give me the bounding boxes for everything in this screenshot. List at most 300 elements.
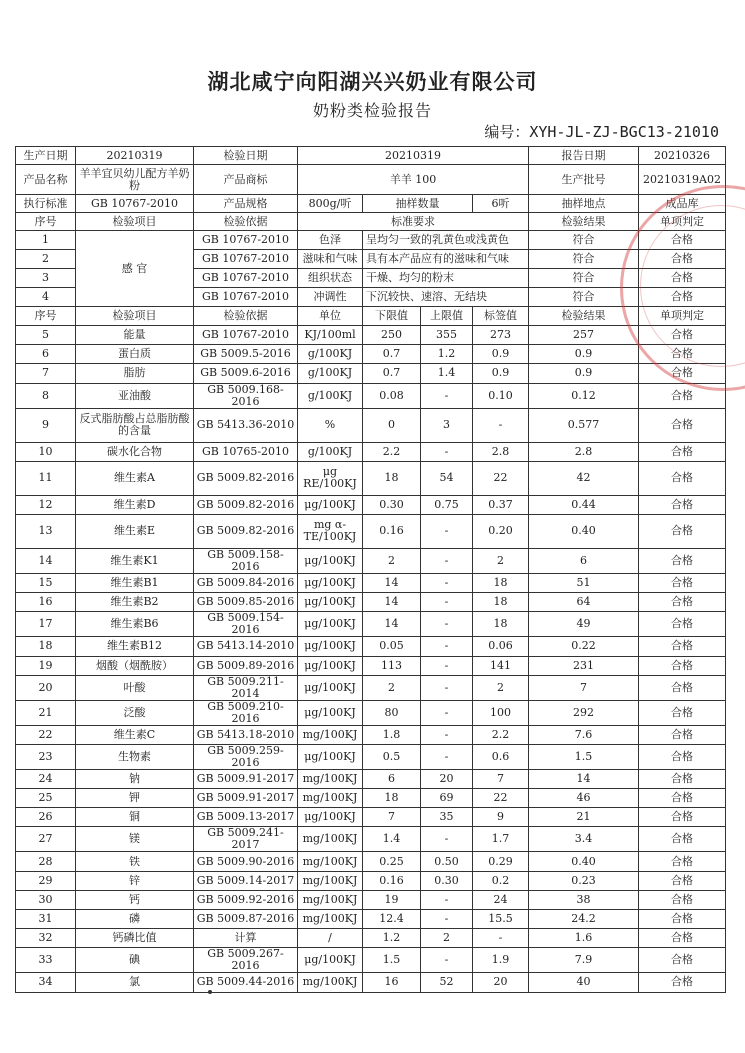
cell-judge: 合格	[639, 789, 726, 808]
cell-item: 脂肪	[76, 364, 194, 383]
cell-unit: μg/100KJ	[298, 573, 363, 592]
cell-no: 12	[16, 495, 76, 514]
cell-basis: GB 5413.36-2010	[194, 408, 298, 442]
cell-no: 19	[16, 656, 76, 675]
cell-basis: GB 5009.211-2014	[194, 675, 298, 700]
cell-unit: μg/100KJ	[298, 744, 363, 769]
cell-item: 维生素B1	[76, 573, 194, 592]
cell-judge: 合格	[639, 383, 726, 408]
cell-unit: KJ/100ml	[298, 326, 363, 345]
cell-result: 0.9	[529, 364, 639, 383]
cell-result: 2.8	[529, 442, 639, 461]
report-title: 奶粉类检验报告	[312, 101, 432, 120]
cell-no: 13	[16, 514, 76, 548]
cell-lower: 16	[363, 973, 421, 992]
cell-judge: 合格	[639, 548, 726, 573]
cell-no: 15	[16, 573, 76, 592]
sensory-judgment: 合格	[639, 269, 726, 288]
standard-label: 执行标准	[16, 195, 76, 213]
cell-lower: 1.8	[363, 725, 421, 744]
cell-label: 24	[473, 890, 529, 909]
cell-unit: μg/100KJ	[298, 700, 363, 725]
cell-no: 33	[16, 948, 76, 973]
cell-label: 22	[473, 461, 529, 495]
cell-judge: 合格	[639, 769, 726, 788]
cell-result: 0.22	[529, 637, 639, 656]
cell-basis: GB 5009.44-2016	[194, 973, 298, 992]
cell-no: 27	[16, 827, 76, 852]
sensory-requirement: 具有本产品应有的滋味和气味	[363, 250, 529, 269]
cell-item: 维生素C	[76, 725, 194, 744]
sensory-row	[16, 231, 726, 250]
cell-basis: GB 5009.6-2016	[194, 364, 298, 383]
cell-upper: -	[421, 637, 473, 656]
cell-no: 21	[16, 700, 76, 725]
cell-result: 0.44	[529, 495, 639, 514]
cell-label: 7	[473, 769, 529, 788]
cell-result: 1.5	[529, 744, 639, 769]
cell-item: 维生素D	[76, 495, 194, 514]
cell-result: 51	[529, 573, 639, 592]
col-judgment: 单项判定	[639, 213, 726, 231]
cell-item: 锌	[76, 871, 194, 890]
cell-lower: 0.25	[363, 852, 421, 871]
cell-no: 5	[16, 326, 76, 345]
sensory-group: 感 官	[76, 231, 194, 307]
cell-judge: 合格	[639, 700, 726, 725]
cell-basis: GB 5009.84-2016	[194, 573, 298, 592]
cell-result: 1.6	[529, 929, 639, 948]
cell-upper: 0.30	[421, 871, 473, 890]
sensory-result: 符合	[529, 231, 639, 250]
cell-unit: μg/100KJ	[298, 948, 363, 973]
cell-result: 40	[529, 973, 639, 992]
cell-result: 7.9	[529, 948, 639, 973]
cell-item: 叶酸	[76, 675, 194, 700]
cell-label: 0.29	[473, 852, 529, 871]
col-no: 序号	[16, 307, 76, 326]
cell-item: 维生素B2	[76, 593, 194, 612]
report-date-value: 20210326	[639, 147, 726, 165]
cell-no: 25	[16, 789, 76, 808]
cell-judge: 合格	[639, 656, 726, 675]
standard-value: GB 10767-2010	[76, 195, 194, 213]
prod-date-value: 20210319	[76, 147, 194, 165]
cell-judge: 合格	[639, 442, 726, 461]
sensory-judgment: 合格	[639, 250, 726, 269]
sensory-basis: GB 10767-2010	[194, 269, 298, 288]
cell-label: 1.9	[473, 948, 529, 973]
cell-upper: 20	[421, 769, 473, 788]
cell-result: 0.23	[529, 871, 639, 890]
cell-no: 23	[16, 744, 76, 769]
cell-unit: μg/100KJ	[298, 612, 363, 637]
cell-upper: 0.75	[421, 495, 473, 514]
cell-label: 0.9	[473, 364, 529, 383]
col-label: 标签值	[473, 307, 529, 326]
cell-lower: 14	[363, 573, 421, 592]
cell-upper: -	[421, 442, 473, 461]
cell-judge: 合格	[639, 326, 726, 345]
info-row	[16, 165, 726, 195]
cell-unit: μg/100KJ	[298, 675, 363, 700]
cell-upper: -	[421, 656, 473, 675]
cell-lower: 2	[363, 548, 421, 573]
cell-basis: GB 5009.13-2017	[194, 808, 298, 827]
cell-judge: 合格	[639, 637, 726, 656]
cell-upper: -	[421, 725, 473, 744]
cell-result: 6	[529, 548, 639, 573]
cell-item: 生物素	[76, 744, 194, 769]
cell-basis: GB 5009.85-2016	[194, 593, 298, 612]
cell-item: 铜	[76, 808, 194, 827]
sensory-result: 符合	[529, 250, 639, 269]
cell-judge: 合格	[639, 461, 726, 495]
result-row	[16, 700, 726, 725]
cell-no: 24	[16, 769, 76, 788]
cell-label: 273	[473, 326, 529, 345]
col-basis: 检验依据	[194, 213, 298, 231]
cell-item: 维生素B6	[76, 612, 194, 637]
cell-no: 28	[16, 852, 76, 871]
result-row	[16, 364, 726, 383]
batch-value: 20210319A02	[639, 165, 726, 195]
cell-basis: GB 5009.154-2016	[194, 612, 298, 637]
cell-label: 0.2	[473, 871, 529, 890]
cell-no: 11	[16, 461, 76, 495]
cell-upper: 1.4	[421, 364, 473, 383]
cell-unit: /	[298, 929, 363, 948]
cell-upper: -	[421, 675, 473, 700]
cell-judge: 合格	[639, 827, 726, 852]
cell-result: 0.9	[529, 345, 639, 364]
cell-label: 0.6	[473, 744, 529, 769]
result-row	[16, 593, 726, 612]
cell-upper: -	[421, 383, 473, 408]
cell-item: 蛋白质	[76, 345, 194, 364]
cell-result: 38	[529, 890, 639, 909]
cell-lower: 14	[363, 593, 421, 612]
cell-basis: GB 5009.210-2016	[194, 700, 298, 725]
cell-label: -	[473, 408, 529, 442]
cell-judge: 合格	[639, 948, 726, 973]
cell-result: 14	[529, 769, 639, 788]
result-row	[16, 890, 726, 909]
cell-upper: -	[421, 514, 473, 548]
cell-result: 42	[529, 461, 639, 495]
cell-upper: -	[421, 744, 473, 769]
sensory-no: 2	[16, 250, 76, 269]
cell-result: 0.12	[529, 383, 639, 408]
result-row	[16, 495, 726, 514]
cell-basis: GB 5009.87-2016	[194, 910, 298, 929]
sensory-basis: GB 10767-2010	[194, 250, 298, 269]
cell-basis: GB 5009.259-2016	[194, 744, 298, 769]
result-row	[16, 461, 726, 495]
cell-upper: 0.50	[421, 852, 473, 871]
cell-label: 0.20	[473, 514, 529, 548]
cell-result: 7	[529, 675, 639, 700]
cell-label: 2	[473, 675, 529, 700]
sensory-attribute: 滋味和气味	[298, 250, 363, 269]
cell-basis: GB 5009.92-2016	[194, 890, 298, 909]
result-row	[16, 725, 726, 744]
company-name: 湖北咸宁向阳湖兴兴奶业有限公司	[207, 69, 538, 94]
cell-result: 46	[529, 789, 639, 808]
cell-label: -	[473, 929, 529, 948]
cell-judge: 合格	[639, 364, 726, 383]
sensory-judgment: 合格	[639, 231, 726, 250]
cell-label: 2.8	[473, 442, 529, 461]
cell-lower: 1.2	[363, 929, 421, 948]
cell-item: 钙磷比值	[76, 929, 194, 948]
col-unit: 单位	[298, 307, 363, 326]
cell-basis: GB 5413.14-2010	[194, 637, 298, 656]
cell-result: 64	[529, 593, 639, 612]
cell-judge: 合格	[639, 929, 726, 948]
cell-label: 0.9	[473, 345, 529, 364]
cell-judge: 合格	[639, 744, 726, 769]
sensory-no: 4	[16, 288, 76, 307]
cell-item: 钾	[76, 789, 194, 808]
cell-no: 8	[16, 383, 76, 408]
result-row	[16, 383, 726, 408]
cell-label: 20	[473, 973, 529, 992]
cell-judge: 合格	[639, 345, 726, 364]
cell-no: 30	[16, 890, 76, 909]
cell-unit: mg/100KJ	[298, 827, 363, 852]
cell-upper: -	[421, 890, 473, 909]
cell-label: 22	[473, 789, 529, 808]
cell-basis: GB 5009.82-2016	[194, 461, 298, 495]
cell-lower: 0	[363, 408, 421, 442]
sensory-basis: GB 10767-2010	[194, 288, 298, 307]
cell-upper: -	[421, 612, 473, 637]
qty-label: 抽样数量	[363, 195, 473, 213]
sensory-header-row	[16, 213, 726, 231]
cell-result: 24.2	[529, 910, 639, 929]
cell-judge: 合格	[639, 495, 726, 514]
cell-unit: μg/100KJ	[298, 637, 363, 656]
cell-lower: 250	[363, 326, 421, 345]
cell-unit: μg/100KJ	[298, 656, 363, 675]
cell-result: 7.6	[529, 725, 639, 744]
cell-item: 氯	[76, 973, 194, 992]
cell-lower: 0.16	[363, 514, 421, 548]
cell-unit: mg/100KJ	[298, 890, 363, 909]
cell-result: 292	[529, 700, 639, 725]
brand-label: 产品商标	[194, 165, 298, 195]
spec-value: 800g/听	[298, 195, 363, 213]
cell-unit: mg α-TE/100KJ	[298, 514, 363, 548]
cell-lower: 14	[363, 612, 421, 637]
cell-basis: GB 5009.82-2016	[194, 514, 298, 548]
result-row	[16, 852, 726, 871]
cell-upper: 54	[421, 461, 473, 495]
cell-item: 泛酸	[76, 700, 194, 725]
cell-judge: 合格	[639, 514, 726, 548]
result-row	[16, 769, 726, 788]
cell-item: 能量	[76, 326, 194, 345]
cell-basis: GB 5009.267-2016	[194, 948, 298, 973]
info-row	[16, 147, 726, 165]
cell-no: 26	[16, 808, 76, 827]
result-row	[16, 973, 726, 992]
cell-item: 维生素E	[76, 514, 194, 548]
col-judgment: 单项判定	[639, 307, 726, 326]
cell-upper: -	[421, 948, 473, 973]
cell-basis: GB 5009.91-2017	[194, 789, 298, 808]
cell-label: 1.7	[473, 827, 529, 852]
qty-value: 6听	[473, 195, 529, 213]
cell-unit: μg RE/100KJ	[298, 461, 363, 495]
result-row	[16, 326, 726, 345]
cell-no: 7	[16, 364, 76, 383]
cell-label: 15.5	[473, 910, 529, 929]
result-row	[16, 345, 726, 364]
col-basis: 检验依据	[194, 307, 298, 326]
cell-unit: g/100KJ	[298, 345, 363, 364]
result-row	[16, 656, 726, 675]
cell-result: 231	[529, 656, 639, 675]
result-row	[16, 514, 726, 548]
cell-item: 钙	[76, 890, 194, 909]
prod-date-label: 生产日期	[16, 147, 76, 165]
col-result: 检验结果	[529, 213, 639, 231]
sensory-requirement: 干燥、均匀的粉末	[363, 269, 529, 288]
cell-basis: 计算	[194, 929, 298, 948]
cell-result: 0.577	[529, 408, 639, 442]
cell-basis: GB 10765-2010	[194, 442, 298, 461]
site-label: 抽样地点	[529, 195, 639, 213]
result-row	[16, 548, 726, 573]
cell-unit: mg/100KJ	[298, 769, 363, 788]
result-row	[16, 612, 726, 637]
cell-lower: 1.4	[363, 827, 421, 852]
sensory-result: 符合	[529, 269, 639, 288]
cell-item: 铁	[76, 852, 194, 871]
cell-unit: g/100KJ	[298, 383, 363, 408]
cell-upper: -	[421, 593, 473, 612]
cell-label: 18	[473, 612, 529, 637]
cell-unit: μg/100KJ	[298, 808, 363, 827]
cell-judge: 合格	[639, 725, 726, 744]
cell-label: 2.2	[473, 725, 529, 744]
cell-no: 10	[16, 442, 76, 461]
cell-lower: 1.5	[363, 948, 421, 973]
cell-upper: 69	[421, 789, 473, 808]
cell-lower: 2.2	[363, 442, 421, 461]
cell-lower: 19	[363, 890, 421, 909]
cell-label: 18	[473, 593, 529, 612]
cell-result: 0.40	[529, 852, 639, 871]
scan-mark	[208, 990, 212, 994]
cell-label: 2	[473, 548, 529, 573]
result-row	[16, 827, 726, 852]
cell-lower: 7	[363, 808, 421, 827]
cell-no: 32	[16, 929, 76, 948]
cell-upper: -	[421, 700, 473, 725]
document-number: 编号：XYH-JL-ZJ-BGC13-21010	[484, 123, 719, 141]
cell-judge: 合格	[639, 408, 726, 442]
cell-upper: 355	[421, 326, 473, 345]
cell-upper: 35	[421, 808, 473, 827]
cell-no: 29	[16, 871, 76, 890]
cell-unit: μg/100KJ	[298, 593, 363, 612]
cell-lower: 0.30	[363, 495, 421, 514]
sensory-attribute: 色泽	[298, 231, 363, 250]
inspection-table	[15, 146, 726, 993]
sensory-basis: GB 10767-2010	[194, 231, 298, 250]
col-no: 序号	[16, 213, 76, 231]
product-name-value: 羊羊宜贝幼儿配方羊奶粉	[76, 165, 194, 195]
cell-no: 14	[16, 548, 76, 573]
cell-item: 磷	[76, 910, 194, 929]
cell-result: 21	[529, 808, 639, 827]
cell-upper: 3	[421, 408, 473, 442]
cell-basis: GB 5009.5-2016	[194, 345, 298, 364]
cell-no: 6	[16, 345, 76, 364]
cell-item: 反式脂肪酸占总脂肪酸的含量	[76, 408, 194, 442]
result-row	[16, 408, 726, 442]
cell-item: 镁	[76, 827, 194, 852]
cell-item: 维生素A	[76, 461, 194, 495]
cell-item: 烟酸（烟酰胺）	[76, 656, 194, 675]
result-row	[16, 929, 726, 948]
cell-upper: -	[421, 827, 473, 852]
cell-label: 0.10	[473, 383, 529, 408]
cell-no: 18	[16, 637, 76, 656]
col-upper: 上限值	[421, 307, 473, 326]
cell-upper: 2	[421, 929, 473, 948]
result-row	[16, 910, 726, 929]
test-date-value: 20210319	[298, 147, 529, 165]
cell-basis: GB 5009.89-2016	[194, 656, 298, 675]
cell-no: 31	[16, 910, 76, 929]
cell-item: 维生素B12	[76, 637, 194, 656]
cell-basis: GB 5009.91-2017	[194, 769, 298, 788]
result-row	[16, 675, 726, 700]
cell-upper: 1.2	[421, 345, 473, 364]
cell-judge: 合格	[639, 612, 726, 637]
cell-lower: 2	[363, 675, 421, 700]
cell-upper: -	[421, 910, 473, 929]
sensory-requirement: 下沉较快、速溶、无结块	[363, 288, 529, 307]
cell-unit: %	[298, 408, 363, 442]
cell-label: 100	[473, 700, 529, 725]
cell-unit: μg/100KJ	[298, 495, 363, 514]
cell-unit: mg/100KJ	[298, 973, 363, 992]
cell-label: 18	[473, 573, 529, 592]
sensory-attribute: 组织状态	[298, 269, 363, 288]
cell-no: 9	[16, 408, 76, 442]
cell-label: 0.37	[473, 495, 529, 514]
cell-judge: 合格	[639, 573, 726, 592]
cell-judge: 合格	[639, 871, 726, 890]
cell-lower: 18	[363, 461, 421, 495]
cell-basis: GB 5009.82-2016	[194, 495, 298, 514]
report-date-label: 报告日期	[529, 147, 639, 165]
cell-unit: mg/100KJ	[298, 852, 363, 871]
spec-label: 产品规格	[194, 195, 298, 213]
cell-result: 257	[529, 326, 639, 345]
cell-label: 141	[473, 656, 529, 675]
site-value: 成品库	[639, 195, 726, 213]
brand-value: 羊羊 100	[298, 165, 529, 195]
cell-no: 17	[16, 612, 76, 637]
cell-basis: GB 5009.168-2016	[194, 383, 298, 408]
cell-lower: 6	[363, 769, 421, 788]
